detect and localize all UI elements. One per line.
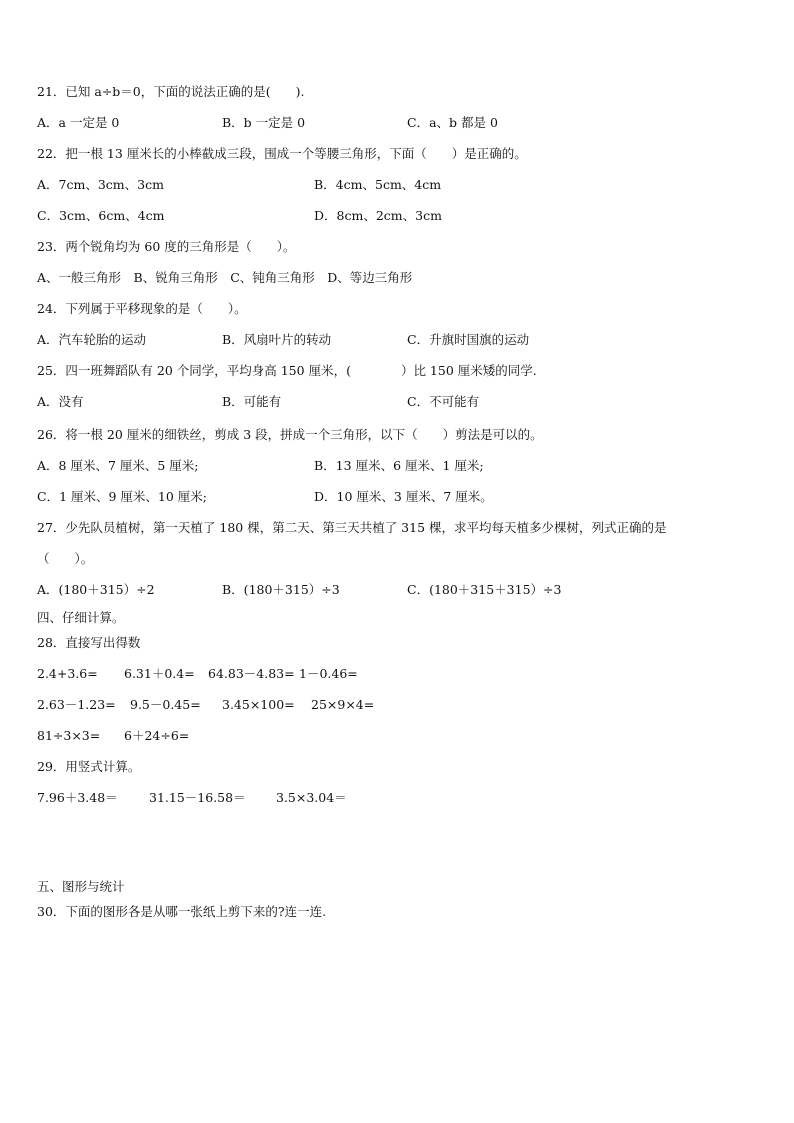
- q27-option-b: B．(180＋315）÷3: [222, 582, 340, 597]
- q24-option-a: A．汽车轮胎的运动: [37, 332, 147, 347]
- section-5-heading: 五、图形与统计: [37, 879, 125, 894]
- q21-option-c: C．a、b 都是 0: [407, 115, 498, 130]
- q29-item: 7.96＋3.48＝: [37, 790, 118, 805]
- q28-item: 3.45×100=: [222, 697, 295, 712]
- q22-option-b: B．4cm、5cm、4cm: [314, 177, 442, 192]
- question-27: 27．少先队员植树，第一天植了 180 棵，第二天、第三天共植了 315 棵，求平均每天植多少棵树，列式正确的是: [37, 520, 667, 535]
- question-26: 26．将一根 20 厘米的细铁丝，剪成 3 段，拼成一个三角形，以下（ ）剪法是可以的。: [37, 427, 543, 442]
- q26-option-d: D．10 厘米、3 厘米、7 厘米。: [314, 489, 493, 504]
- q24-option-b: B．风扇叶片的转动: [222, 332, 332, 347]
- q21-option-b: B．b 一定是 0: [222, 115, 306, 130]
- q28-item: 9.5－0.45=: [130, 697, 201, 712]
- q26-option-b: B．13 厘米、6 厘米、1 厘米;: [314, 458, 484, 473]
- q29-item: 31.15－16.58＝: [149, 790, 246, 805]
- q27-option-c: C．(180＋315＋315）÷3: [407, 582, 562, 597]
- q28-item: 1－0.46=: [299, 666, 358, 681]
- q26-option-a: A．8 厘米、7 厘米、5 厘米;: [37, 458, 199, 473]
- question-25: 25．四一班舞蹈队有 20 个同学，平均身高 150 厘米，( ）比 150 厘米矮的同学.: [37, 363, 537, 378]
- q21-option-a: A．a 一定是 0: [37, 115, 120, 130]
- q24-option-c: C．升旗时国旗的运动: [407, 332, 530, 347]
- q28-item: 6.31＋0.4=: [124, 666, 195, 681]
- q25-option-c: C．不可能有: [407, 394, 480, 409]
- q26-option-c: C．1 厘米、9 厘米、10 厘米;: [37, 489, 208, 504]
- question-28: 28．直接写出得数: [37, 635, 141, 650]
- q27-option-a: A．(180＋315）÷2: [37, 582, 155, 597]
- q28-item: 2.4+3.6=: [37, 666, 98, 681]
- q28-item: 2.63－1.23=: [37, 697, 116, 712]
- question-29: 29．用竖式计算。: [37, 759, 141, 774]
- question-21: 21．已知 a÷b＝0，下面的说法正确的是( ).: [37, 84, 305, 99]
- question-30: 30．下面的图形各是从哪一张纸上剪下来的?连一连.: [37, 904, 327, 919]
- q25-option-a: A．没有: [37, 394, 84, 409]
- q29-item: 3.5×3.04＝: [276, 790, 347, 805]
- q22-option-c: C．3cm、6cm、4cm: [37, 208, 165, 223]
- q28-item: 64.83－4.83=: [208, 666, 295, 681]
- question-22: 22．把一根 13 厘米长的小棒截成三段，围成一个等腰三角形，下面（ ）是正确的。: [37, 146, 527, 161]
- q27-answer-blank: （ ）。: [37, 551, 94, 566]
- q28-item: 6＋24÷6=: [124, 728, 190, 743]
- q28-item: 25×9×4=: [311, 697, 375, 712]
- q23-options: A、一般三角形 B、锐角三角形 C、钝角三角形 D、等边三角形: [37, 270, 413, 285]
- q22-option-a: A．7cm、3cm、3cm: [37, 177, 164, 192]
- q22-option-d: D．8cm、2cm、3cm: [314, 208, 442, 223]
- q25-option-b: B．可能有: [222, 394, 282, 409]
- question-24: 24．下列属于平移现象的是（ ）。: [37, 301, 247, 316]
- question-23: 23．两个锐角均为 60 度的三角形是（ ）。: [37, 239, 296, 254]
- q28-item: 81÷3×3=: [37, 728, 101, 743]
- section-4-heading: 四、仔细计算。: [37, 610, 125, 625]
